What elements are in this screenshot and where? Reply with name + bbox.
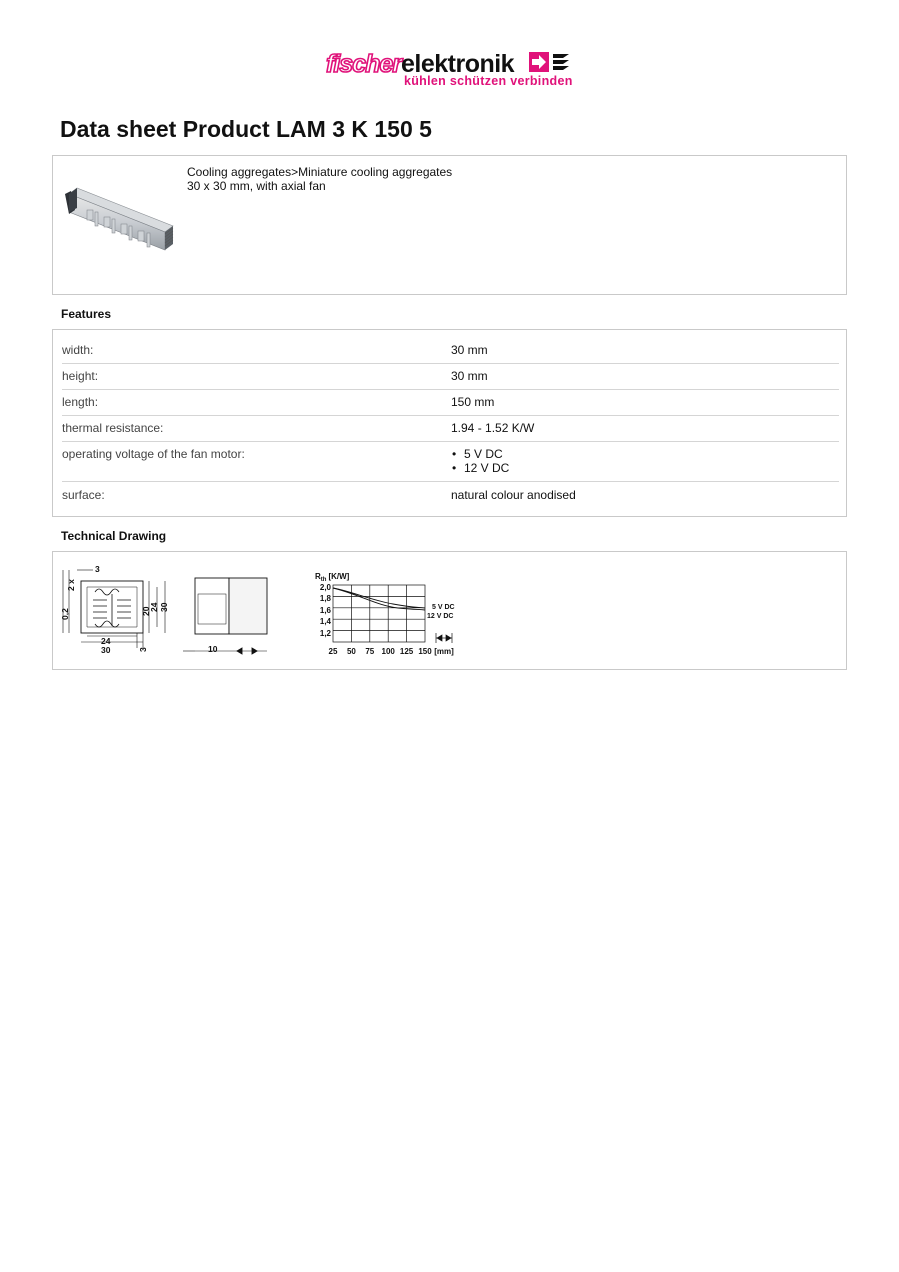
technical-drawing-box: [52, 551, 847, 670]
technical-drawing-heading: Technical Drawing: [61, 529, 167, 543]
technical-drawing: [53, 552, 846, 669]
graph-ytick: 1,8: [319, 594, 331, 603]
graph-ytick: 2,0: [319, 583, 331, 592]
feature-value: 1.94 - 1.52 K/W: [451, 421, 535, 435]
feature-label: operating voltage of the fan motor:: [62, 447, 245, 461]
product-description: 30 x 30 mm, with axial fan: [187, 179, 326, 193]
feature-row-width: [62, 343, 839, 364]
feature-value: 30 mm: [451, 343, 488, 357]
graph-ylabel-unit: [K/W]: [328, 572, 350, 581]
graph-xunit: [mm]: [434, 647, 454, 656]
dim-24-vertical: 24: [149, 602, 159, 612]
feature-label: height:: [62, 369, 99, 383]
graph-ytick: 1,6: [319, 606, 331, 615]
features-heading: Features: [61, 307, 112, 321]
dim-20: 20: [141, 606, 151, 616]
graph-xtick: 50: [346, 647, 356, 656]
feature-label: width:: [62, 343, 94, 357]
graph-xtick: 125: [399, 647, 414, 656]
features-table: [52, 329, 847, 517]
feature-value: natural colour anodised: [451, 488, 576, 502]
graph-xtick: 100: [381, 647, 395, 656]
graph-xtick: 25: [328, 647, 338, 656]
logo-word-elektronik: elektronik: [400, 50, 515, 78]
logo-arrow-icon: [529, 52, 573, 74]
feature-label: thermal resistance:: [62, 421, 164, 435]
graph-xtick: 75: [365, 647, 375, 656]
graph-curve-label-5v: 5 V DC: [432, 604, 455, 611]
graph-ytick: 1,4: [319, 617, 331, 626]
graph-ylabel-sub: th: [320, 577, 327, 583]
list-item: • 12 V DC: [451, 461, 509, 475]
list-item: • 5 V DC: [451, 447, 509, 461]
feature-row-length: [62, 395, 839, 416]
logo-tagline: kühlen schützen verbinden: [404, 74, 573, 88]
feature-value: 150 mm: [451, 395, 495, 409]
dim-10: 10: [208, 644, 218, 654]
voltage-list: [451, 447, 509, 475]
dim-0-2: 0,2: [60, 608, 70, 620]
feature-row-surface: [62, 488, 839, 508]
dim-30-horizontal: 30: [101, 645, 111, 655]
dim-3-bottom: 3: [138, 647, 148, 652]
dim-30-vertical: 30: [159, 602, 169, 612]
logo-word-fischer: fischer: [326, 50, 401, 78]
feature-row-height: [62, 369, 839, 390]
product-category-path: Cooling aggregates>Miniature cooling aggregates: [187, 165, 453, 179]
feature-label: length:: [62, 395, 99, 409]
graph-xtick: 150: [418, 647, 432, 656]
product-image: [65, 180, 177, 262]
side-view: [183, 578, 267, 654]
feature-label: surface:: [62, 488, 105, 502]
feature-row-thermal-resistance: [62, 421, 839, 442]
svg-text:Rth[K/W]: [315, 572, 350, 583]
product-summary-box: [52, 155, 847, 295]
page-title: Data sheet Product LAM 3 K 150 5: [60, 116, 432, 142]
feature-row-fan-voltage: [62, 447, 839, 482]
dim-3-top: 3: [95, 564, 100, 574]
graph-ytick: 1,2: [319, 629, 331, 638]
dim-24-horizontal: 24: [101, 636, 111, 646]
feature-value: 30 mm: [451, 369, 488, 383]
thermal-resistance-graph: [315, 572, 455, 656]
dim-2x: 2 x: [66, 579, 76, 591]
graph-curve-label-12v: 12 V DC: [427, 613, 454, 620]
brand-logo: [326, 50, 572, 90]
graph-ylabel-main: R: [315, 572, 321, 581]
